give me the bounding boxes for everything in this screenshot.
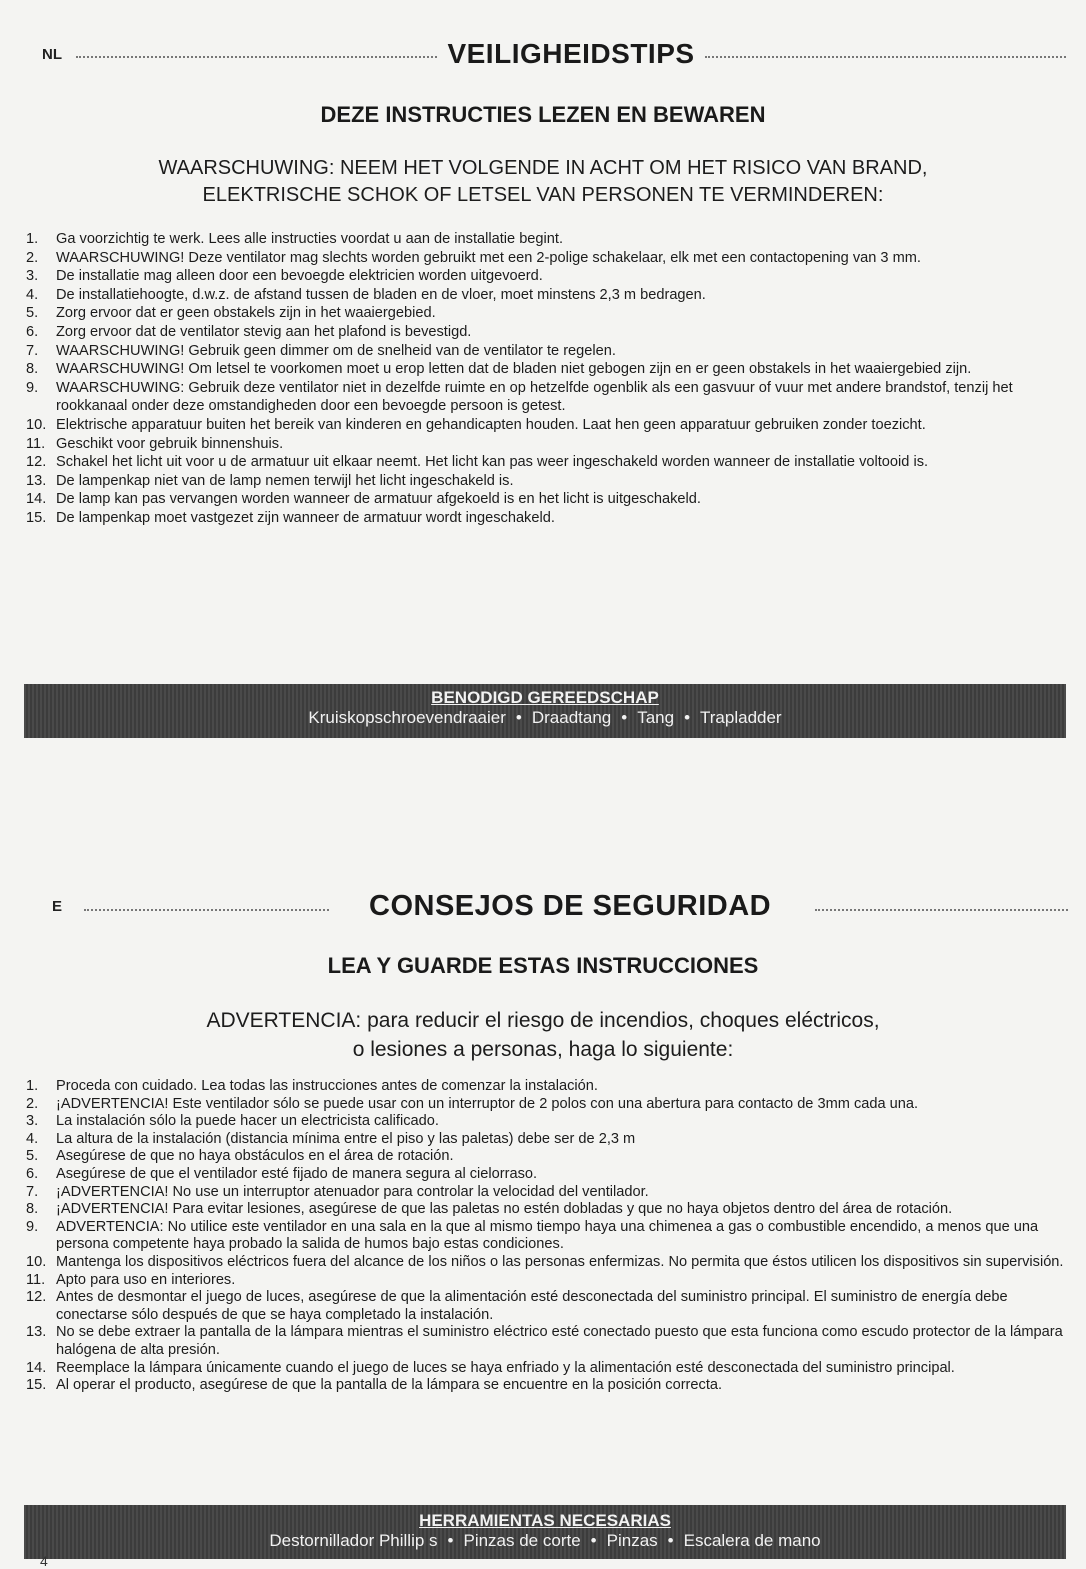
es-item-number: 10.: [26, 1253, 47, 1270]
es-item-text: Apto para uso en interiores.: [56, 1271, 236, 1288]
es-tool-item: Pinzas: [606, 1531, 658, 1550]
nl-item-text: Elektrische apparatuur buiten het bereik van kinderen en gehandicapten houden. Laat hen geen apparatuur gebruiken zonder toezicht.: [56, 416, 926, 433]
nl-list-item: [26, 323, 1066, 342]
es-list-item: [26, 1254, 1066, 1272]
es-item-text: La altura de la instalación (distancia mínima entre el piso y las paletas) debe ser de 2,3 m: [56, 1130, 636, 1147]
nl-tool-item: Trapladder: [700, 708, 782, 727]
es-item-number: 15.: [26, 1377, 47, 1394]
nl-item-text: WAARSCHUWING! Om letsel te voorkomen moet u erop letten dat de bladen niet gebogen zijn en er geen obstakels in het waaiergebied zijn.: [56, 361, 972, 378]
es-tools-title: HERRAMIENTAS NECESARIAS: [419, 1511, 671, 1530]
nl-list-item: [26, 453, 1066, 472]
es-tool-item: Destornillador Phillip s: [269, 1531, 438, 1550]
nl-list-item: [26, 230, 1066, 249]
nl-item-text: De installatie mag alleen door een bevoegde elektricien worden uitgevoerd.: [56, 268, 543, 285]
nl-item-number: 15.: [26, 509, 47, 526]
nl-item-text: Ga voorzichtig te werk. Lees alle instructies voordat u aan de installatie begint.: [56, 231, 564, 247]
nl-warning-line2: ELEKTRISCHE SCHOK OF LETSEL VAN PERSONEN TE VERMINDEREN:: [202, 184, 884, 206]
nl-list-item: [26, 286, 1066, 305]
nl-list-item: [26, 509, 1066, 528]
es-warning: [0, 1006, 1086, 1064]
nl-tools-title: BENODIGD GEREEDSCHAP: [431, 688, 659, 707]
es-safety-list: [26, 1078, 1066, 1395]
nl-item-text: WAARSCHUWING: Gebruik deze ventilator niet in dezelfde ruimte en op hetzelfde ogenblik als een gasvuur of vuur met andere brandstof, tenzij het rookkanaal onder deze omstandigheden door een bevoegde persoon is getest.: [56, 379, 1013, 415]
es-list-item: [26, 1324, 1066, 1359]
es-item-number: 6.: [26, 1165, 39, 1182]
es-dots-right: [815, 909, 1068, 911]
nl-safety-list: [26, 230, 1066, 528]
nl-list-item: [26, 267, 1066, 286]
es-item-number: 8.: [26, 1201, 39, 1218]
nl-tools-list: [24, 708, 1066, 728]
nl-list-item: [26, 490, 1066, 509]
nl-item-number: 7.: [26, 342, 39, 359]
es-list-item: [26, 1096, 1066, 1114]
nl-warning-line1: WAARSCHUWING: NEEM HET VOLGENDE IN ACHT OM HET RISICO VAN BRAND,: [158, 157, 928, 179]
nl-dots-right: [705, 56, 1066, 58]
es-item-text: ¡ADVERTENCIA! No use un interruptor atenuador para controlar la velocidad del ventilador.: [56, 1183, 649, 1200]
nl-list-item: [26, 249, 1066, 268]
es-list-item: [26, 1201, 1066, 1219]
nl-item-number: 12.: [26, 454, 47, 471]
es-header-row: [0, 890, 1086, 923]
es-list-item: [26, 1377, 1066, 1395]
es-tool-item: Pinzas de corte: [463, 1531, 581, 1550]
nl-item-number: 10.: [26, 416, 47, 433]
es-list-item: [26, 1078, 1066, 1096]
es-item-number: 12.: [26, 1289, 47, 1306]
nl-item-text: De lamp kan pas vervangen worden wanneer de armatuur afgekoeld is en het licht is uitgeschakeld.: [56, 491, 701, 508]
es-list-item: [26, 1360, 1066, 1378]
es-language-code: E: [52, 898, 63, 915]
es-item-number: 4.: [26, 1130, 39, 1147]
nl-dots-left: [76, 56, 437, 58]
es-tools-list: [24, 1531, 1066, 1551]
nl-subtitle: DEZE INSTRUCTIES LEZEN EN BEWAREN: [320, 102, 766, 127]
nl-tools-banner: [24, 684, 1066, 738]
nl-item-number: 8.: [26, 361, 39, 378]
nl-item-text: Zorg ervoor dat de ventilator stevig aan het plafond is bevestigd.: [56, 323, 472, 340]
nl-item-number: 6.: [26, 323, 39, 340]
es-list-item: [26, 1289, 1066, 1324]
tool-separator: •: [684, 708, 691, 727]
es-item-number: 7.: [26, 1183, 39, 1200]
nl-item-number: 13.: [26, 472, 47, 489]
es-list-item: [26, 1184, 1066, 1202]
nl-item-number: 5.: [26, 305, 39, 322]
tool-separator: •: [515, 708, 522, 727]
nl-item-text: De lampenkap niet van de lamp nemen terwijl het licht ingeschakeld is.: [56, 472, 514, 489]
nl-item-number: 4.: [26, 286, 39, 303]
es-tools-banner: [24, 1505, 1066, 1559]
nl-tool-item: Kruiskopschroevendraaier: [308, 708, 506, 727]
es-subtitle: LEA Y GUARDE ESTAS INSTRUCCIONES: [327, 953, 759, 978]
nl-language-code: NL: [42, 45, 62, 63]
es-page-title: CONSEJOS DE SEGURIDAD: [369, 890, 772, 922]
tool-separator: •: [590, 1531, 597, 1550]
nl-warning: [0, 155, 1086, 209]
es-tool-item: Escalera de mano: [683, 1531, 821, 1550]
es-item-text: Asegúrese de que el ventilador esté fijado de manera segura al cielorraso.: [56, 1165, 538, 1182]
nl-item-text: WAARSCHUWING! Gebruik geen dimmer om de snelheid van de ventilator te regelen.: [56, 342, 616, 359]
es-item-text: Asegúrese de que no haya obstáculos en el área de rotación.: [56, 1148, 454, 1165]
nl-item-number: 11.: [26, 435, 46, 452]
es-item-number: 11.: [26, 1271, 46, 1288]
nl-list-item: [26, 472, 1066, 491]
nl-item-text: Zorg ervoor dat er geen obstakels zijn in het waaiergebied.: [56, 305, 436, 322]
es-item-number: 3.: [26, 1113, 39, 1130]
es-item-text: No se debe extraer la pantalla de la lámpara mientras el suministro eléctrico esté conectado puesto que esta funciona como escudo protector de la lámpara halógena de alta presión.: [56, 1324, 1063, 1358]
es-warning-line1: ADVERTENCIA: para reducir el riesgo de incendios, choques eléctricos,: [206, 1009, 880, 1032]
es-item-text: ¡ADVERTENCIA! Este ventilador sólo se puede usar con un interruptor de 2 polos con una abertura para contacto de 3mm cada una.: [56, 1095, 919, 1112]
es-list-item: [26, 1148, 1066, 1166]
es-item-text: ¡ADVERTENCIA! Para evitar lesiones, asegúrese de que las paletas no estén dobladas y que no haya objetos dentro del área de rotación.: [56, 1201, 953, 1218]
es-item-text: La instalación sólo la puede hacer un electricista calificado.: [56, 1113, 439, 1130]
nl-item-number: 3.: [26, 268, 39, 285]
nl-item-number: 14.: [26, 491, 47, 508]
nl-list-item: [26, 360, 1066, 379]
nl-item-text: De installatiehoogte, d.w.z. de afstand tussen de bladen en de vloer, moet minstens 2,3 m bedragen.: [56, 286, 706, 303]
tool-separator: •: [667, 1531, 674, 1550]
es-item-text: Antes de desmontar el juego de luces, asegúrese de que la alimentación esté desconectada del suministro principal. El suministro de energía debe conectarse sólo después de que se haya completado la instalación.: [56, 1289, 1008, 1323]
nl-list-item: [26, 435, 1066, 454]
es-item-number: 1.: [26, 1078, 39, 1094]
es-list-item: [26, 1219, 1066, 1254]
nl-item-text: Geschikt voor gebruik binnenshuis.: [56, 435, 284, 452]
page-number: 4: [40, 1553, 48, 1569]
nl-list-item: [26, 379, 1066, 416]
nl-item-number: 1.: [26, 231, 39, 247]
es-warning-line2: o lesiones a personas, haga lo siguiente:: [352, 1038, 734, 1061]
es-item-number: 5.: [26, 1148, 39, 1165]
es-item-text: Al operar el producto, asegúrese de que la pantalla de la lámpara se encuentre en la posición correcta.: [56, 1377, 723, 1394]
nl-tool-item: Tang: [637, 708, 675, 727]
nl-item-number: 9.: [26, 379, 39, 396]
tool-separator: •: [447, 1531, 454, 1550]
nl-tool-item: Draadtang: [531, 708, 612, 727]
nl-item-number: 2.: [26, 249, 39, 266]
es-item-text: Proceda con cuidado. Lea todas las instrucciones antes de comenzar la instalación.: [56, 1078, 598, 1094]
nl-list-item: [26, 342, 1066, 361]
es-list-item: [26, 1113, 1066, 1131]
es-item-number: 13.: [26, 1324, 47, 1341]
es-list-item: [26, 1166, 1066, 1184]
es-item-text: Mantenga los dispositivos eléctricos fuera del alcance de los niños o las personas enfermizas. No permita que éstos utilicen los dispositivos sin supervisión.: [56, 1253, 1064, 1270]
nl-list-item: [26, 304, 1066, 323]
nl-item-text: Schakel het licht uit voor u de armatuur uit elkaar neemt. Het licht kan pas weer ingeschakeld worden wanneer de installatie voltooid is.: [56, 454, 929, 471]
es-item-number: 9.: [26, 1218, 39, 1235]
es-item-number: 14.: [26, 1359, 47, 1376]
nl-item-text: De lampenkap moet vastgezet zijn wanneer de armatuur wordt ingeschakeld.: [56, 509, 555, 526]
es-item-number: 2.: [26, 1095, 39, 1112]
nl-item-text: WAARSCHUWING! Deze ventilator mag slechts worden gebruikt met een 2-polige schakelaar, elk met een contactopening van 3 mm.: [56, 249, 921, 266]
es-list-item: [26, 1131, 1066, 1149]
tool-separator: •: [621, 708, 628, 727]
nl-page-title: VEILIGHEIDSTIPS: [447, 38, 695, 69]
nl-list-item: [26, 416, 1066, 435]
es-item-text: ADVERTENCIA: No utilice este ventilador en una sala en la que al mismo tiempo haya una chimenea a gas o combustible encendido, a menos que una persona competente haya probado la salida de humos bajo estas condiciones.: [56, 1218, 1039, 1253]
es-list-item: [26, 1272, 1066, 1290]
es-dots-left: [84, 909, 329, 911]
nl-header-row: [0, 38, 1086, 70]
es-item-text: Reemplace la lámpara únicamente cuando el juego de luces se haya enfriado y la alimentación esté desconectada del suministro principal.: [56, 1359, 955, 1376]
